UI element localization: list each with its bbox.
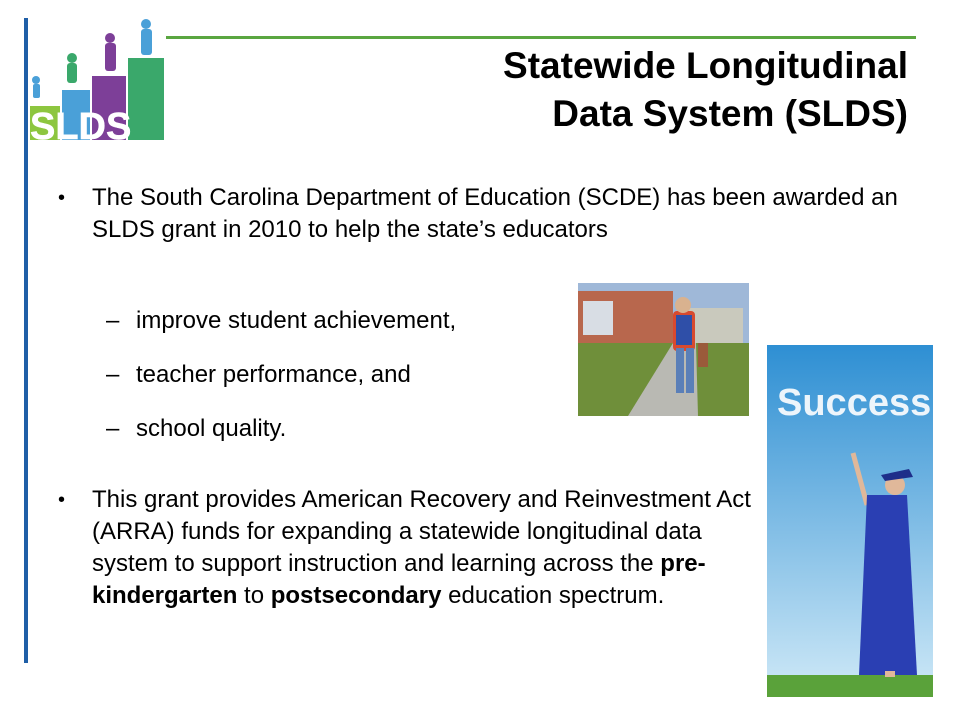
top-accent-line: [166, 36, 916, 39]
title-line-1: Statewide Longitudinal: [503, 45, 908, 86]
slds-logo: [22, 18, 172, 143]
sub-item-1-text: improve student achievement,: [136, 307, 457, 334]
bold-postsecondary: postsecondary: [270, 582, 442, 609]
bullet-scde-grant: [54, 182, 914, 246]
title-line-2: Data System (SLDS): [552, 93, 908, 134]
bullet-2-text: This grant provides American Recovery and Reinvestment Act (ARRA) funds for expanding a statewide longitudinal data system to support instruction and learning across the pre-kindergarten to postsecondary education spectrum.: [92, 486, 751, 609]
photo-boy-walking-to-school: [578, 283, 749, 416]
sub-item-achievement: – improve student achievement,: [106, 307, 457, 334]
sub-item-2-text: teacher performance, and: [136, 361, 411, 388]
sub-item-3-text: school quality.: [136, 415, 287, 442]
slide-title: [503, 42, 908, 138]
sub-item-school: – school quality.: [106, 415, 287, 442]
bullet-arra-funds: [54, 484, 754, 612]
photo-graduate-success: [767, 345, 933, 697]
sub-item-teacher: – teacher performance, and: [106, 361, 411, 388]
bullet-marker: •: [58, 187, 66, 209]
sky-word-success: Success: [777, 382, 932, 424]
logo-step-4: [128, 58, 164, 140]
bullet-marker: •: [58, 489, 66, 511]
bold-pre-kindergarten: pre-kindergarten: [92, 550, 706, 609]
logo-text: SLDS: [30, 106, 132, 143]
bullet-1-text: The South Carolina Department of Education (SCDE) has been awarded an SLDS grant in 2010 to help the state’s educators: [92, 184, 898, 243]
